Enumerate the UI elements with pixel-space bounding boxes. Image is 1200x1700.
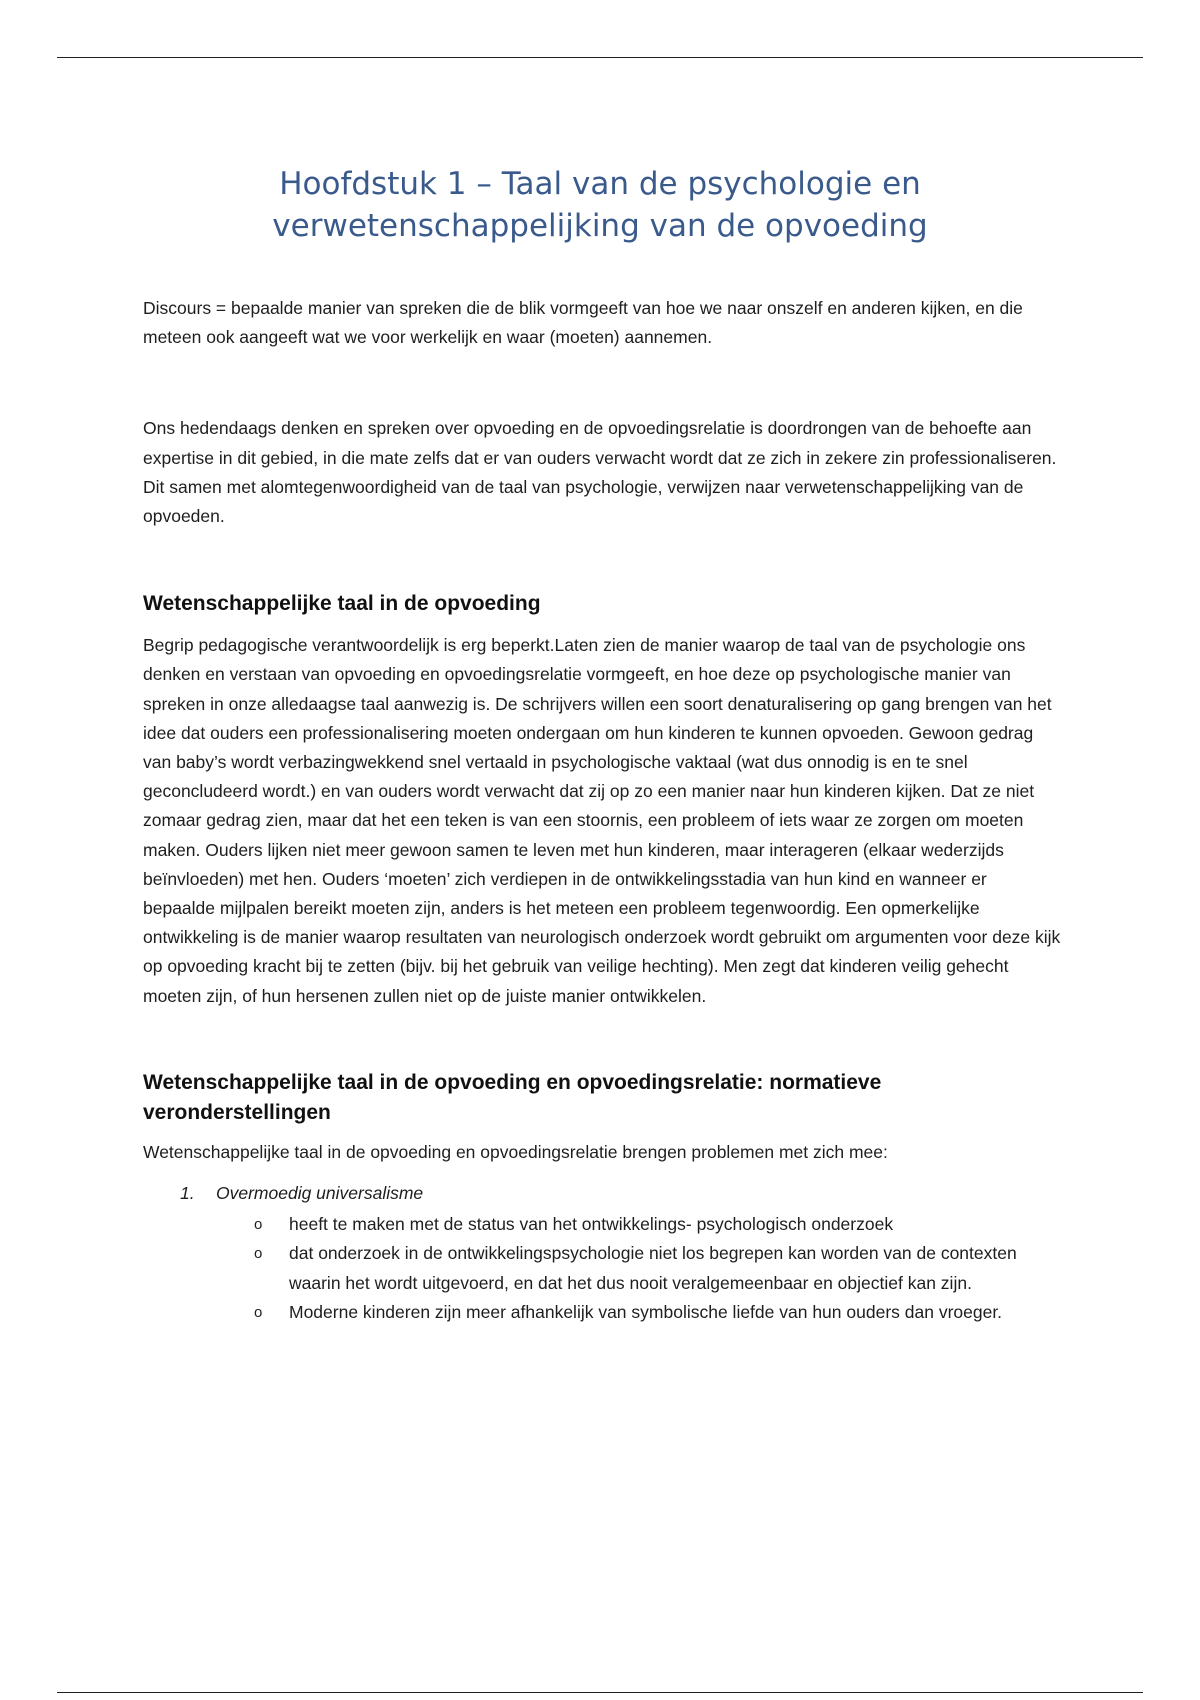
section-heading-normatieve-veronderstellingen: Wetenschappelijke taal in de opvoeding en opvoedingsrelatie: normatieve veronderstellingen	[143, 1070, 882, 1124]
paragraph-hedendaags: Ons hedendaags denken en spreken over opvoeding en de opvoedingsrelatie is doordrongen van de behoefte aan expertise in dit gebied, in die mate zelfs dat er van ouders verwacht wordt dat ze zich in zekere zin professionaliseren. Dit samen met alomtegenwoordigheid van de taal van psychologie, verwijzen naar verwetenschappelijking van de opvoeden.	[143, 418, 1057, 527]
document-body	[143, 294, 1063, 1327]
section-body-wetenschappelijke-taal: Begrip pedagogische verantwoordelijk is erg beperkt.Laten zien de manier waarop de taal van de psychologie ons denken en verstaan van opvoeding en opvoedingsrelatie vormgeeft, en hoe deze op psychologische manier van spreken in onze alledaagse taal aanwezig is. De schrijvers willen een soort denaturalisering op gang brengen van het idee dat ouders een professionalisering moeten ondergaan om hun kinderen te kunnen opvoeden. Gewoon gedrag van baby’s wordt verbazingwekkend snel vertaald in psychologische vaktaal (wat dus onnodig is en te snel geconcludeerd wordt.) en van ouders wordt verwacht dat zij op zo een manier naar hun kinderen kijken. Dat ze niet zomaar gedrag zien, maar dat het een teken is van een stoornis, een probleem of iets waar ze zorgen om moeten maken. Ouders lijken niet meer gewoon samen te leven met hun kinderen, maar interageren (elkaar wederzijds beïnvloeden) met hen. Ouders ‘moeten’ zich verdiepen in de ontwikkelingsstadia van hun kind en wanneer er bepaalde mijlpalen bereikt moeten zijn, anders is het meteen een probleem tegenwoordig. Een opmerkelijke ontwikkeling is de manier waarop resultaten van neurologisch onderzoek wordt gebruikt om argumenten voor deze kijk op opvoeding kracht bij te zetten (bijv. bij het gebruik van veilige hechting). Men zegt dat kinderen veilig gehecht moeten zijn, of hun hersenen zullen niet op de juiste manier ontwikkelen.	[143, 635, 1061, 1006]
list-item-label: Overmoedig universalisme	[216, 1183, 424, 1204]
hollow-bullet-icon: o	[254, 1216, 263, 1234]
document-title	[150, 163, 1050, 247]
bullet-text: heeft te maken met de status van het ontwikkelings- psychologisch onderzoek	[289, 1214, 894, 1235]
list-number: 1.	[180, 1183, 195, 1204]
title-line-1: Hoofdstuk 1 – Taal van de psychologie en	[279, 166, 921, 202]
top-divider	[57, 57, 1143, 58]
bullet-item	[254, 1239, 1063, 1297]
bullet-text: Moderne kinderen zijn meer afhankelijk van symbolische liefde van hun ouders dan vroeger.	[289, 1301, 1003, 1322]
section-intro-problemen: Wetenschappelijke taal in de opvoeding en opvoedingsrelatie brengen problemen met zich mee:	[143, 1141, 888, 1162]
bullet-text: dat onderzoek in de ontwikkelingspsychologie niet los begrepen kan worden van de contexten waarin het wordt uitgevoerd, en dat het dus nooit veralgemeenbaar en objectief kan zijn.	[289, 1243, 1017, 1293]
title-line-2: verwetenschappelijking van de opvoeding	[272, 208, 928, 244]
bottom-divider	[57, 1692, 1143, 1693]
bullet-item	[254, 1298, 1063, 1327]
paragraph-discours: Discours = bepaalde manier van spreken die de blik vormgeeft van hoe we naar onszelf en anderen kijken, en die meteen ook aangeeft wat we voor werkelijk en waar (moeten) aannemen.	[143, 298, 1023, 348]
hollow-bullet-icon: o	[254, 1245, 263, 1263]
bullet-item	[254, 1210, 1063, 1239]
numbered-list-item	[143, 1179, 1063, 1208]
hollow-bullet-icon: o	[254, 1303, 263, 1321]
bullet-list	[143, 1210, 1063, 1327]
section-heading-wetenschappelijke-taal: Wetenschappelijke taal in de opvoeding	[143, 592, 541, 616]
